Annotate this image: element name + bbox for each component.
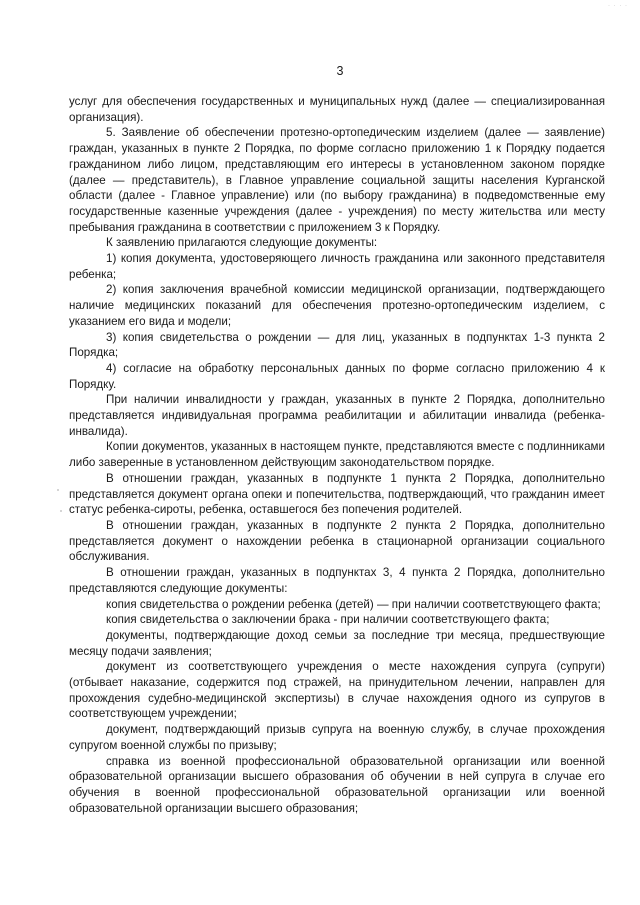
- page-number: 3: [336, 64, 344, 78]
- list-item: 4) согласие на обработку персональных данных по форме согласно приложению 4 к Порядку.: [69, 361, 605, 391]
- paragraph: К заявлению прилагаются следующие документы:: [106, 236, 378, 250]
- list-item: документы, подтверждающие доход семьи за последние три месяца, предшествующие месяцу подачи заявления;: [69, 628, 605, 658]
- scan-speck: [57, 489, 59, 491]
- list-item: 2) копия заключения врачебной комиссии медицинской организации, подтверждающего наличие медицинских показаний для обеспечения протезно-ортопедическим изделием, с указанием его вида и модели;: [69, 283, 605, 328]
- document-body: [69, 94, 605, 816]
- list-item: документ, подтверждающий призыв супруга на военную службу, в случае прохождения супругом военной службы по призыву;: [69, 723, 605, 752]
- paragraph: Копии документов, указанных в настоящем пункте, представляются вместе с подлинниками либо заверенные в установленном действующим законодательством порядке.: [69, 440, 605, 470]
- list-item: 3) копия свидетельства о рождении — для лиц, указанных в подпунктах 1-3 пункта 2 Порядка;: [69, 330, 605, 360]
- scan-speck: [60, 510, 62, 512]
- paragraph: услуг для обеспечения государственных и муниципальных нужд (далее — специализированная организация).: [69, 95, 605, 124]
- list-item: копия свидетельства о рождении ребенка (детей) — при наличии соответствующего факта;: [106, 597, 601, 611]
- paragraph: 5. Заявление об обеспечении протезно-ортопедическим изделием (далее — заявление) граждан, указанных в пункте 2 Порядка, по форме согласно приложению 1 к Порядку подается гражданином либо лицом, представляющим его интересы в установленном законом порядке (далее — представитель), в Главное управление социальной защиты населения Курганской области (далее - Главное управление) или (по выбору гражданина) в подведомственные ему государственные казенные учреждения (далее - учреждения) по месту жительства или месту пребывания гражданина в соответствии с приложением 3 к Порядку.: [69, 126, 605, 234]
- paragraph: В отношении граждан, указанных в подпункте 1 пункта 2 Порядка, дополнительно представляется документ органа опеки и попечительства, подтверждающий, что гражданин имеет статус ребенка-сироты, ребенка, оставшегося без попечения родителей.: [69, 471, 605, 517]
- scan-corner-mark: · · · ·: [608, 3, 628, 9]
- paragraph: При наличии инвалидности у граждан, указанных в пункте 2 Порядка, дополнительно представляется индивидуальная программа реабилитации и абилитации инвалида (ребенка-инвалида).: [69, 393, 605, 438]
- list-item: копия свидетельства о заключении брака - при наличии соответствующего факта;: [106, 613, 550, 627]
- list-item: 1) копия документа, удостоверяющего личность гражданина или законного представителя ребенка;: [69, 252, 605, 281]
- list-item: документ из соответствующего учреждения о месте нахождения супруга (супруги) (отбывает наказание, содержится под стражей, на принудительном лечении, направлен для прохождения судебно-медицинской экспертизы) в случае нахождения одного из супругов в соответствующем учреждении;: [69, 660, 605, 721]
- paragraph: В отношении граждан, указанных в подпунктах 3, 4 пункта 2 Порядка, дополнительно представляются следующие документы:: [69, 566, 605, 595]
- list-item: справка из военной профессиональной образовательной организации или военной образовательной организации высшего образования об обучении в ней супруга в случае его обучения в военной профессиональной образовательной организации или военной образовательной организации высшего образования;: [69, 754, 605, 815]
- paragraph: В отношении граждан, указанных в подпункте 2 пункта 2 Порядка, дополнительно представляется документ о нахождении ребенка в стационарной организации социального обслуживания.: [69, 518, 605, 564]
